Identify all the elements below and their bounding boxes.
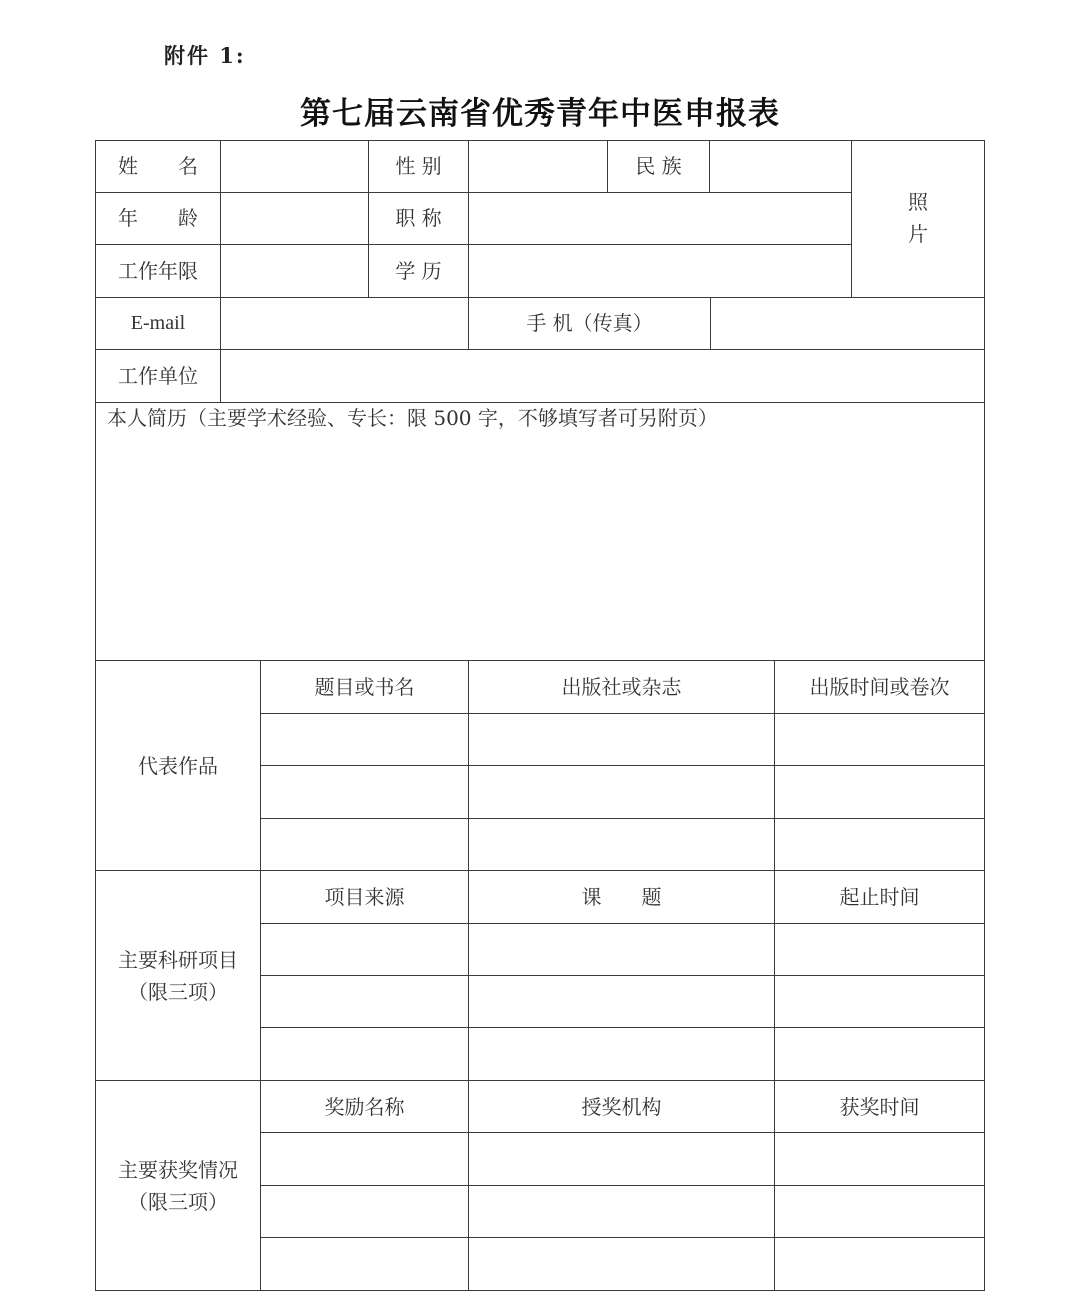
- phone-fax-label: 手 机（传真）: [526, 311, 653, 335]
- photo-label-top: 照: [908, 190, 928, 214]
- name-field[interactable]: [221, 141, 367, 192]
- works-entry-rows[interactable]: [261, 714, 984, 870]
- research-section-label: [96, 871, 260, 1080]
- work-years-field[interactable]: [221, 245, 367, 297]
- research-label-line1: 主要科研项目: [118, 947, 238, 972]
- research-header-source: 项目来源: [324, 885, 405, 909]
- awards-header-date: 获奖时间: [839, 1094, 920, 1119]
- resume-label: 本人简历（主要学术经验、专长：限 500 字，不够填写者可另附页）: [107, 406, 718, 430]
- name-label: 姓 名: [118, 154, 198, 178]
- photo-label-bottom: 片: [908, 222, 928, 246]
- email-field[interactable]: [221, 298, 467, 349]
- education-label: 学 历: [395, 258, 442, 283]
- research-entry-rows[interactable]: [261, 924, 984, 1080]
- awards-header-institution: 授奖机构: [581, 1094, 662, 1119]
- row-divider: [95, 402, 985, 403]
- awards-section-label: [96, 1081, 260, 1290]
- awards-label-line1: 主要获奖情况: [118, 1157, 238, 1182]
- gender-label: 性 别: [395, 154, 442, 178]
- works-header-date: 出版时间或卷次: [809, 675, 950, 699]
- works-header-publisher: 出版社或杂志: [561, 675, 682, 699]
- job-title-field[interactable]: [469, 193, 850, 244]
- age-label: 年 龄: [118, 206, 198, 230]
- work-unit-field[interactable]: [221, 350, 984, 402]
- form-border-bottom: [95, 1290, 985, 1291]
- attachment-label: 附件 1:: [164, 43, 246, 68]
- research-header-period: 起止时间: [839, 885, 920, 909]
- work-unit-label: 工作单位: [118, 363, 198, 388]
- research-label-line2: （限三项）: [128, 979, 228, 1004]
- email-label: E-mail: [130, 312, 186, 334]
- form-title: 第七届云南省优秀青年中医申报表: [300, 96, 780, 132]
- age-field[interactable]: [221, 193, 367, 244]
- gender-field[interactable]: [469, 141, 606, 192]
- awards-label-line2: （限三项）: [128, 1189, 228, 1214]
- work-years-label: 工作年限: [118, 258, 198, 283]
- ethnicity-label: 民 族: [635, 154, 682, 178]
- education-field[interactable]: [469, 245, 850, 297]
- research-header-topic: 课 题: [581, 885, 662, 909]
- awards-entry-rows[interactable]: [261, 1133, 984, 1290]
- works-header-title: 题目或书名: [314, 675, 415, 699]
- ethnicity-field[interactable]: [710, 141, 850, 192]
- resume-field[interactable]: [96, 436, 984, 660]
- works-section-label: 代表作品: [138, 753, 218, 778]
- job-title-label: 职 称: [395, 206, 442, 230]
- application-form: [95, 140, 985, 1291]
- awards-header-name: 奖励名称: [324, 1094, 405, 1119]
- photo-box[interactable]: [852, 141, 984, 297]
- form-border-right: [984, 140, 985, 1291]
- phone-fax-field[interactable]: [711, 298, 984, 349]
